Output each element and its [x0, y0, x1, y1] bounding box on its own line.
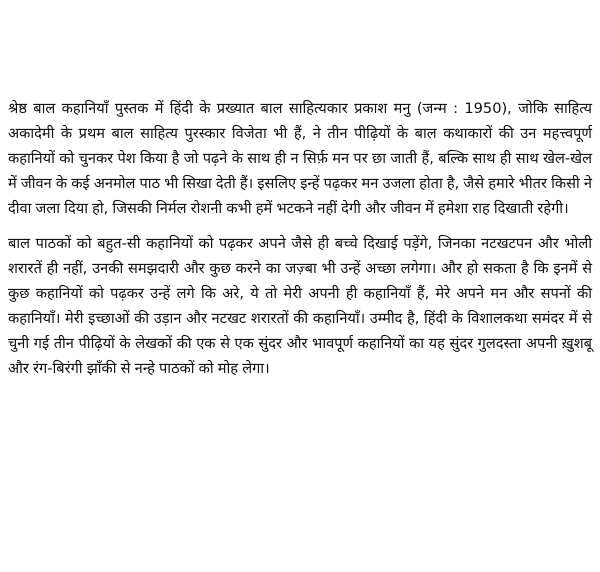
document-page	[8, 96, 592, 381]
paragraph-readers: बाल पाठकों को बहुत-सी कहानियों को पढ़कर अपने जैसे ही बच्चे दिखाई पड़ेंगे, जिनका नटखटपन और भोली शरारतें ही नहीं, उनकी समझदारी और कुछ करने का जज़्बा भी उन्हें अच्छा लगेगा। और हो सकता है कि इनमें से कुछ कहानियों को पढ़कर उन्हें लगे कि अरे, ये तो मेरी अपनी ही कहानियाँ हैं, मेरे अपने मन और सपनों की कहानियाँ। मेरी इच्छाओं की उड़ान और नटखट शरारतों की कहानियाँ। उम्मीद है, हिंदी के विशालकथा समंदर में से चुनी गई तीन पीढ़ियों के लेखकों की एक से एक सुंदर और भावपूर्ण कहानियों का यह सुंदर गुलदस्ता अपनी ख़ुशबू और रंग-बिरंगी झाँकी से नन्हे पाठकों को मोह लेगा।	[8, 235, 592, 377]
paragraph-intro: श्रेष्ठ बाल कहानियाँ पुस्तक में हिंदी के प्रख्यात बाल साहित्यकार प्रकाश मनु (जन्म : 1950), जोकि साहित्य अकादेमी के प्रथम बाल साहित्य पुरस्कार विजेता भी हैं, ने तीन पीढ़ियों के बाल कथाकारों की उन महत्त्वपूर्ण कहानियों को चुनकर पेश किया है जो पढ़ने के साथ ही न सिर्फ़ मन पर छा जाती हैं, बल्कि साथ ही साथ खेल-खेल में जीवन के कई अनमोल पाठ भी सिखा देती हैं। इसलिए इन्हें पढ़कर मन उजला होता है, जैसे हमारे भीतर किसी ने दीवा जला दिया हो, जिसकी निर्मल रोशनी कभी हमें भटकने नहीं देगी और जीवन में हमेशा राह दिखाती रहेगी।	[8, 100, 592, 217]
